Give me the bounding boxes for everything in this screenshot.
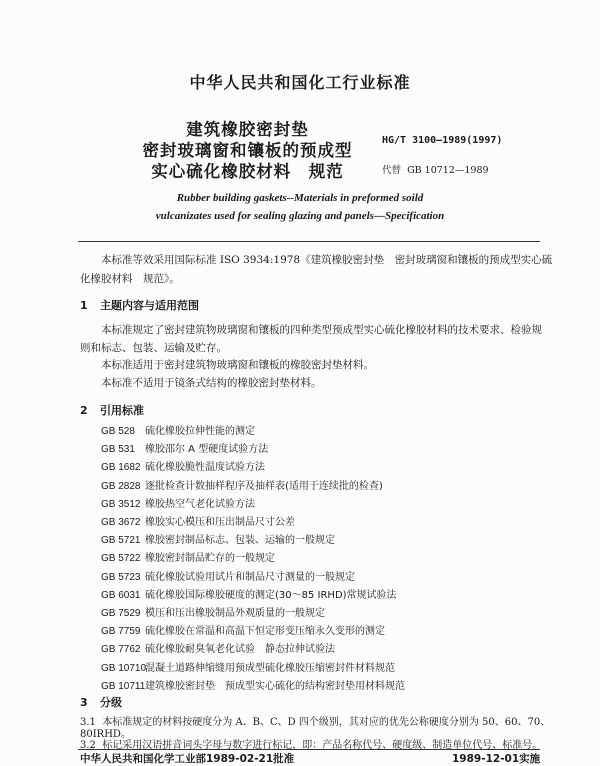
- title-line-2: 密封玻璃窗和镶板的预成型: [142, 141, 353, 160]
- replaces-standard: [382, 162, 489, 176]
- section-3-title: 分级: [100, 696, 122, 709]
- title-line-3: 实心硫化橡胶材料 规范: [151, 162, 344, 181]
- english-title-line-2: vulcanizates used for sealing glazing and panels—Specification: [155, 210, 445, 222]
- reference-item: GB 3672 橡胶实心模压和压出制品尺寸公差: [101, 517, 295, 528]
- footer-divider: [78, 749, 540, 750]
- standard-number: HG/T 3100—1989(1997): [382, 135, 503, 146]
- section-1-para-1-line-2: 则和标志、包装、运输及贮存。: [80, 342, 227, 354]
- reference-item: GB 5721 橡胶密封制品标志、包装、运输的一般规定: [101, 535, 335, 547]
- replaces-label: 代替: [382, 165, 402, 176]
- reference-item: GB 7762 硫化橡胶耐臭氧老化试验 静态拉伸试验法: [101, 644, 335, 656]
- clause-3-1-text: 本标准规定的材料按硬度分为 A、B、C、D 四个级别，其对应的优先公称硬度分别为 50、60、70、: [102, 717, 551, 728]
- section-2-title: 引用标准: [100, 404, 144, 417]
- reference-item: GB 531 橡胶邵尔 A 型硬度试验方法: [101, 444, 269, 456]
- header-divider: [78, 241, 540, 242]
- clause-3-1-line-2: 80IRHD。: [80, 729, 131, 740]
- clause-3-1-number: 3.1: [80, 717, 96, 728]
- section-2-number: 2: [80, 404, 88, 417]
- clause-3-1-line-1: [80, 713, 550, 728]
- reference-item: GB 2828 逐批检查计数抽样程序及抽样表(适用于连续批的检查): [101, 480, 383, 492]
- clause-3-2-text: 标记采用汉语拼音词头字母与数字进行标记，即：产品名称代号、硬度级、制造单位代号、标准号。: [102, 740, 543, 751]
- section-1-title: 主题内容与适用范围: [100, 299, 199, 312]
- clause-3-2-number: 3.2: [80, 740, 96, 751]
- section-1-heading: [80, 297, 199, 313]
- section-1-para-3: 本标准不适用于镜条式结构的橡胶密封垫材料。: [101, 377, 322, 389]
- reference-item: GB 5723 硫化橡胶试验用试片和制品尺寸测量的一般规定: [101, 571, 355, 583]
- reference-item: GB 5722 橡胶密封制品贮存的一般规定: [101, 553, 275, 565]
- section-3-number: 3: [80, 696, 88, 709]
- reference-item: GB 1682 硫化橡胶脆性温度试验方法: [101, 462, 265, 474]
- title-line-1: 建筑橡胶密封垫: [186, 120, 309, 139]
- replaces-value: GB 10712—1989: [407, 165, 489, 176]
- reference-item: GB 528 硫化橡胶拉伸性能的测定: [101, 426, 255, 437]
- reference-item: GB 10710混凝土道路伸缩缝用预成型硫化橡胶压缩密封件材料规范: [101, 662, 395, 674]
- section-1-para-2: 本标准适用于密封建筑物玻璃窗和镶板的橡胶密封垫材料。: [101, 359, 374, 371]
- reference-item: GB 6031 硫化橡胶国际橡胶硬度的测定(30～85 IRHD)常规试验法: [101, 589, 397, 601]
- implementation-date: 1989-12-01实施: [452, 753, 541, 765]
- reference-item: GB 10711建筑橡胶密封垫 预成型实心硫化的结构密封垫用材料规范: [101, 680, 405, 692]
- section-1-number: 1: [80, 299, 88, 312]
- section-3-heading: [80, 694, 122, 710]
- reference-item: GB 7529 模压和压出橡胶制品外观质量的一般规定: [101, 608, 325, 619]
- intro-line-1: 本标准等效采用国际标准 ISO 3934:1978《建筑橡胶密封垫 密封玻璃窗和镶板的预成型实心硫: [101, 254, 553, 266]
- approval-line: 中华人民共和国化学工业部1989-02-21批准: [80, 753, 295, 765]
- intro-line-2: 化橡胶材料 规范》。: [80, 273, 180, 285]
- reference-item: GB 3512 橡胶热空气老化试验方法: [101, 498, 255, 510]
- reference-item: GB 7759 硫化橡胶在常温和高温下恒定形变压缩永久变形的测定: [101, 626, 385, 638]
- section-2-heading: [80, 402, 144, 418]
- issuing-body-header: 中华人民共和国化工行业标准: [189, 73, 411, 92]
- english-title-line-1: Rubber building gaskets--Materials in preformed soild: [176, 192, 424, 204]
- section-1-para-1-line-1: 本标准规定了密封建筑物玻璃窗和镶板的四种类型预成型实心硫化橡胶材料的技术要求、检验规: [101, 324, 542, 336]
